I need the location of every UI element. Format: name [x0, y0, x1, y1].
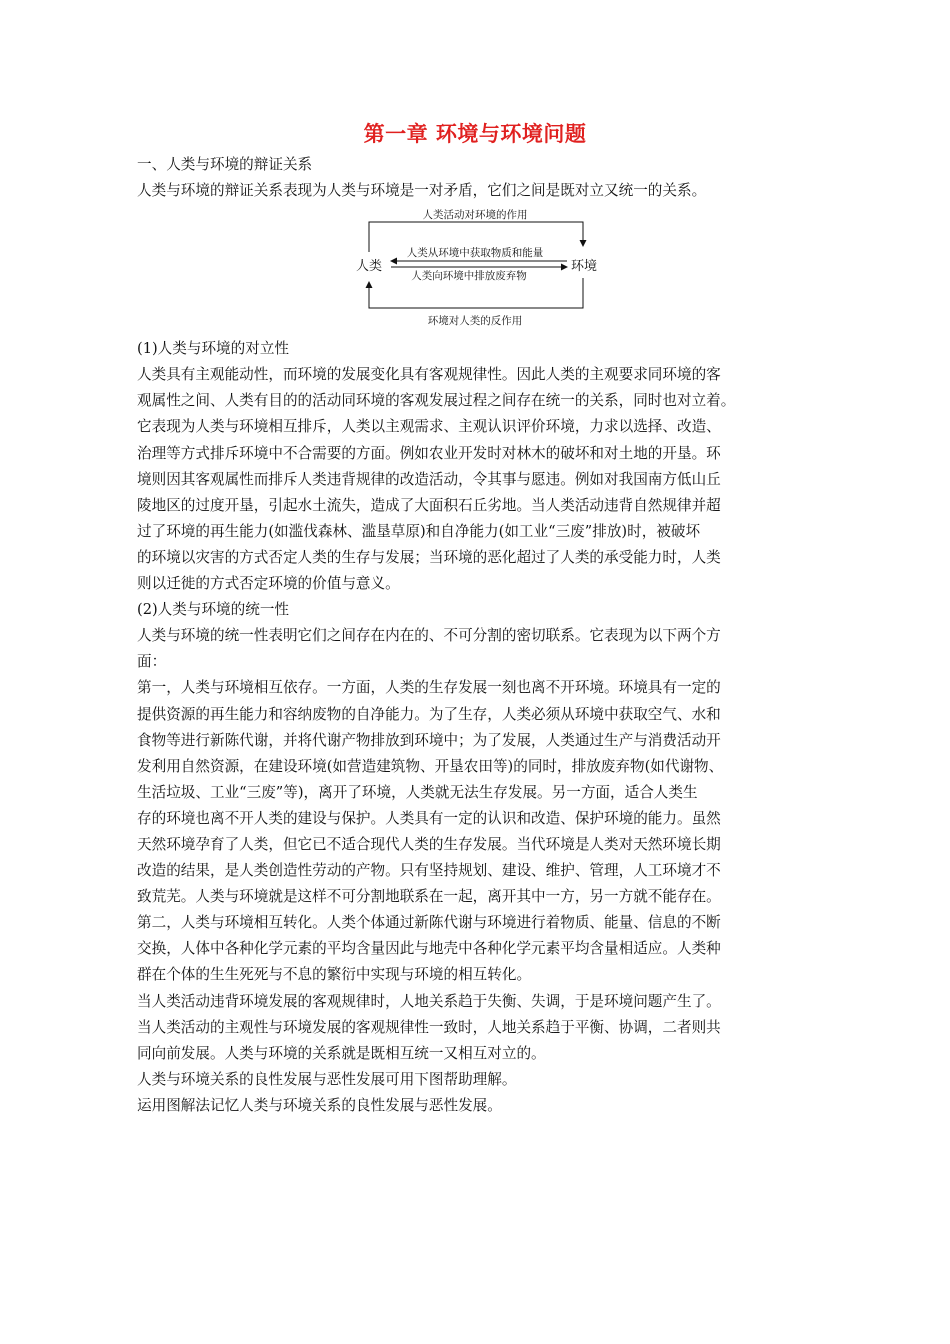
paragraph-line: 致荒芜。人类与环境就是这样不可分割地联系在一起，离开其中一方，另一方就不能存在。 — [137, 888, 721, 906]
intro-paragraph: 人类与环境的辩证关系表现为人类与环境是一对矛盾，它们之间是既对立又统一的关系。 — [137, 182, 707, 200]
paragraph-line: 人类具有主观能动性，而环境的发展变化具有客观规律性。因此人类的主观要求同环境的客 — [137, 366, 721, 384]
paragraph-line: 第一，人类与环境相互依存。一方面，人类的生存发展一刻也离不开环境。环境具有一定的 — [137, 679, 721, 697]
paragraph-line: 生活垃圾、工业“三废”等)，离开了环境，人类就无法生存发展。另一方面，适合人类生 — [137, 783, 698, 801]
paragraph-line: 交换，人体中各种化学元素的平均含量因此与地壳中各种化学元素平均含量相适应。人类种 — [137, 940, 721, 958]
chapter-title: 第一章 环境与环境问题 — [363, 122, 587, 146]
node-humans: 人类 — [355, 259, 383, 275]
bottom-loop-arrow — [369, 278, 583, 308]
paragraph-line: 当人类活动违背环境发展的客观规律时，人地关系趋于失衡、失调，于是环境问题产生了。 — [137, 992, 721, 1010]
paragraph-line: 观属性之间、人类有目的的活动同环境的客观发展过程之间存在统一的关系，同时也对立着。 — [137, 392, 736, 410]
paragraph-line: 过了环境的再生能力(如滥伐森林、滥垦草原)和自净能力(如工业“三废”排放)时，被破坏 — [137, 522, 701, 540]
paragraph-line: 存的环境也离不开人类的建设与保护。人类具有一定的认识和改造、保护环境的能力。虽然 — [137, 809, 721, 827]
paragraph-line: 则以迁徙的方式否定环境的价值与意义。 — [137, 575, 400, 593]
paragraph-line: 治理等方式排斥环境中不合需要的方面。例如农业开发时对林木的破坏和对土地的开垦。环 — [137, 444, 721, 462]
paragraph-line: 的环境以灾害的方式否定人类的生存与发展；当环境的恶化超过了人类的承受能力时，人类 — [137, 548, 721, 566]
paragraph-line: 境则因其客观属性而排斥人类违背规律的改造活动，令其事与愿违。例如对我国南方低山丘 — [137, 470, 721, 488]
paragraph-line: 陵地区的过度开垦，引起水土流失，造成了大面积石丘劣地。当人类活动违背自然规律并超 — [137, 496, 721, 514]
node-environment: 环境 — [570, 259, 598, 275]
paragraph-line: 人类与环境关系的良性发展与恶性发展可用下图帮助理解。 — [137, 1070, 517, 1088]
top-label: 人类活动对环境的作用 — [422, 209, 528, 222]
subsection-heading: (2)人类与环境的统一性 — [137, 601, 290, 619]
paragraph-line: 提供资源的再生能力和容纳废物的自净能力。为了生存，人类必须从环境中获取空气、水和 — [137, 705, 721, 723]
lower-inner-label: 人类向环境中排放废弃物 — [411, 270, 527, 283]
paragraph-line: 群在个体的生生死死与不息的繁衍中实现与环境的相互转化。 — [137, 966, 532, 984]
section-heading: 一、人类与环境的辩证关系 — [137, 156, 313, 173]
paragraph-line: 当人类活动的主观性与环境发展的客观规律性一致时，人地关系趋于平衡、协调，二者则共 — [137, 1018, 721, 1036]
paragraph-line: 面： — [137, 653, 167, 671]
paragraph-line: 改造的结果，是人类创造性劳动的产物。只有坚持规划、建设、维护、管理，人工环境才不 — [137, 862, 721, 880]
paragraph-line: 运用图解法记忆人类与环境关系的良性发展与恶性发展。 — [137, 1096, 502, 1114]
relationship-diagram-svg — [349, 208, 619, 332]
paragraph-line: 食物等进行新陈代谢，并将代谢产物排放到环境中；为了发展，人类通过生产与消费活动开 — [137, 731, 721, 749]
paragraph-line: 它表现为人类与环境相互排斥，人类以主观需求、主观认识评价环境，力求以选择、改造、 — [137, 418, 721, 436]
paragraph-line: 发利用自然资源，在建设环境(如营造建筑物、开垦农田等)的同时，排放废弃物(如代谢物、 — [137, 757, 724, 775]
document-body — [137, 152, 827, 1119]
paragraph-line: 同向前发展。人类与环境的关系就是既相互统一又相互对立的。 — [137, 1044, 546, 1062]
subsection-heading: (1)人类与环境的对立性 — [137, 340, 290, 358]
bottom-label: 环境对人类的反作用 — [427, 315, 523, 328]
paragraph-line: 人类与环境的统一性表明它们之间存在内在的、不可分割的密切联系。它表现为以下两个方 — [137, 627, 721, 645]
paragraph-line: 天然环境孕育了人类，但它已不适合现代人类的生存发展。当代环境是人类对天然环境长期 — [137, 835, 721, 853]
upper-inner-label: 人类从环境中获取物质和能量 — [406, 247, 544, 260]
paragraph-line: 第二，人类与环境相互转化。人类个体通过新陈代谢与环境进行着物质、能量、信息的不断 — [137, 914, 721, 932]
human-environment-diagram — [137, 204, 827, 336]
